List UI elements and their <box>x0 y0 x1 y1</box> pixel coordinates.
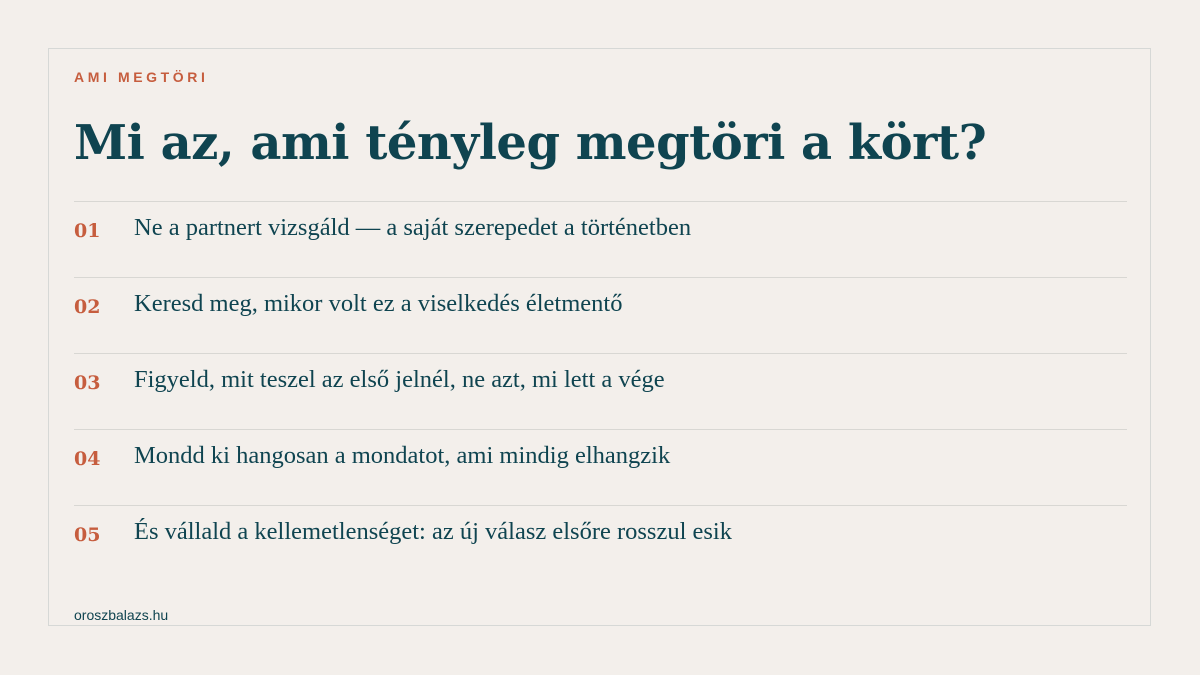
slide-title: Mi az, ami tényleg megtöri a kört? <box>74 115 987 171</box>
item-number: 05 <box>74 524 101 546</box>
list-item <box>74 353 1127 429</box>
item-number: 02 <box>74 296 101 318</box>
item-number: 03 <box>74 372 101 394</box>
list-item <box>74 505 1127 581</box>
eyebrow-label: AMI MEGTÖRI <box>74 69 209 85</box>
list-item <box>74 201 1127 277</box>
item-text: És vállald a kellemetlenséget: az új válasz elsőre rosszul esik <box>134 518 732 545</box>
item-text: Mondd ki hangosan a mondatot, ami mindig elhangzik <box>134 442 671 469</box>
slide-card <box>48 48 1151 626</box>
item-text: Ne a partnert vizsgáld — a saját szerepedet a történetben <box>134 214 692 241</box>
item-text: Figyeld, mit teszel az első jelnél, ne azt, mi lett a vége <box>134 366 665 393</box>
steps-list <box>74 201 1127 581</box>
list-item <box>74 277 1127 353</box>
item-number: 01 <box>74 220 101 242</box>
item-number: 04 <box>74 448 101 470</box>
footer-url: oroszbalazs.hu <box>74 607 169 623</box>
list-item <box>74 429 1127 505</box>
item-text: Keresd meg, mikor volt ez a viselkedés életmentő <box>134 290 623 317</box>
